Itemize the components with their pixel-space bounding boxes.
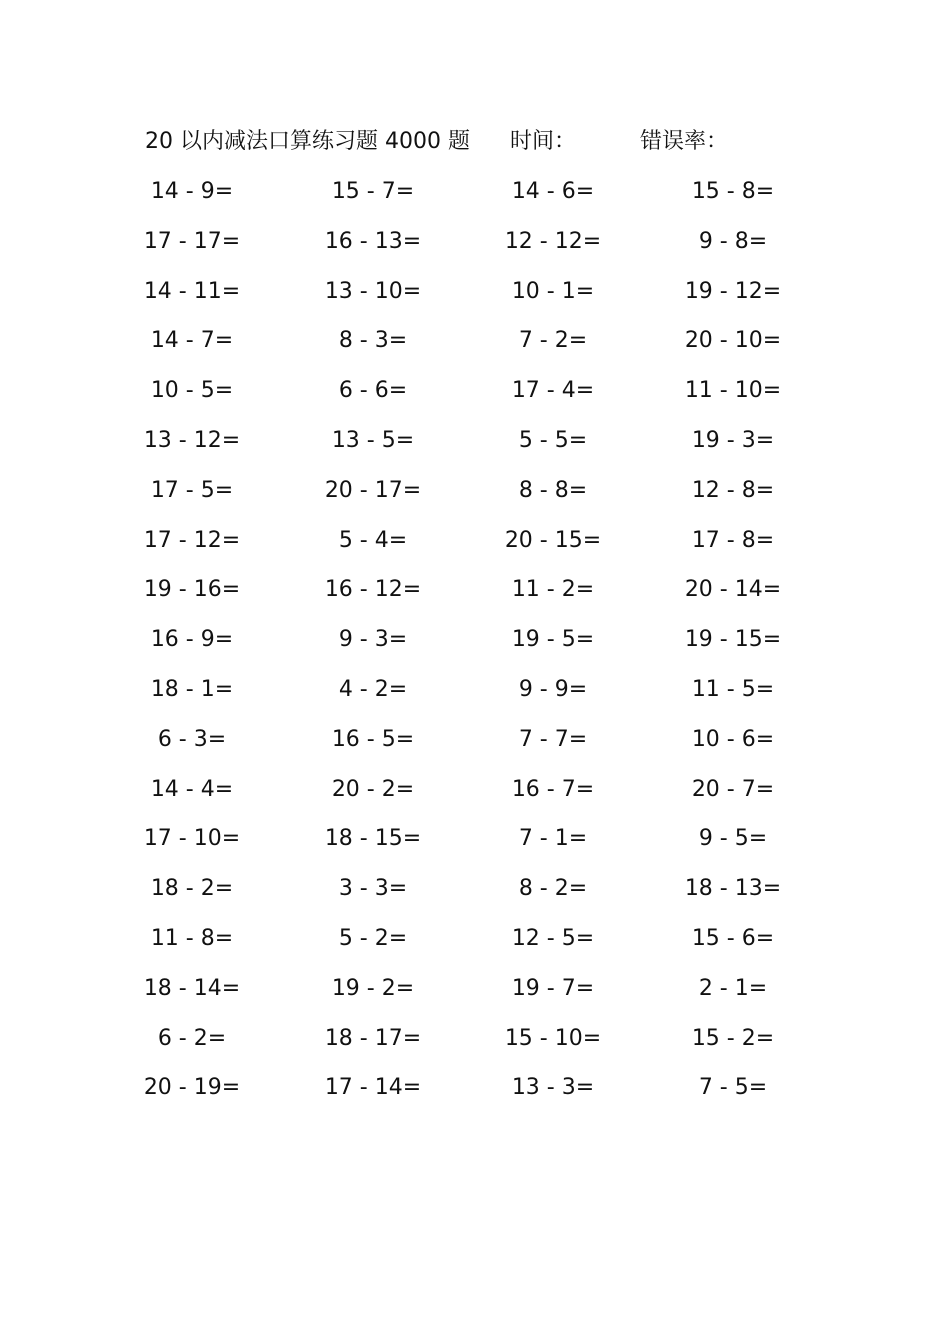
problem-item: 9 - 9= [518, 676, 588, 702]
problem-item: 20 - 10= [684, 328, 782, 354]
problem-item: 11 - 5= [691, 676, 775, 702]
problem-item: 8 - 8= [518, 477, 588, 503]
problem-item: 6 - 2= [157, 1025, 227, 1051]
problem-item: 15 - 7= [331, 179, 415, 204]
problem-item: 9 - 5= [698, 826, 768, 852]
problem-item: 17 - 8= [691, 527, 775, 553]
problem-row [0, 670, 950, 720]
problem-item: 8 - 2= [518, 876, 588, 902]
problem-item: 17 - 5= [150, 477, 234, 503]
problem-item: 12 - 5= [511, 925, 595, 951]
problem-item: 9 - 8= [698, 228, 768, 254]
problem-item: 6 - 3= [157, 726, 227, 752]
problem-item: 18 - 2= [150, 876, 234, 902]
problem-item: 11 - 2= [511, 577, 595, 603]
problem-item: 18 - 14= [143, 975, 241, 1001]
problem-item: 20 - 19= [143, 1075, 241, 1101]
problem-item: 15 - 8= [691, 179, 775, 204]
problem-item: 13 - 12= [143, 427, 241, 453]
problem-item: 15 - 10= [504, 1025, 602, 1051]
problem-item: 11 - 8= [150, 925, 234, 951]
problem-item: 19 - 5= [511, 627, 595, 653]
problem-item: 9 - 3= [338, 627, 408, 653]
problem-item: 8 - 3= [338, 328, 408, 354]
problem-row [0, 770, 950, 820]
worksheet-title: 20 以内减法口算练习题 4000 题 [145, 129, 470, 154]
problem-item: 6 - 6= [338, 378, 408, 404]
problem-row [0, 869, 950, 919]
problem-row [0, 620, 950, 670]
problem-row [0, 172, 950, 222]
problem-row [0, 720, 950, 770]
problem-item: 7 - 7= [518, 726, 588, 752]
problem-item: 14 - 4= [150, 776, 234, 802]
problem-item: 10 - 6= [691, 726, 775, 752]
problem-row [0, 819, 950, 869]
problem-item: 19 - 3= [691, 427, 775, 453]
problem-row [0, 222, 950, 272]
problem-item: 16 - 9= [150, 627, 234, 653]
problem-item: 13 - 10= [324, 278, 422, 304]
problem-item: 16 - 5= [331, 726, 415, 752]
error-rate-label: 错误率： [640, 129, 729, 154]
problem-item: 11 - 10= [684, 378, 782, 404]
problem-item: 16 - 13= [324, 228, 422, 254]
problem-item: 10 - 1= [511, 278, 595, 304]
problem-item: 15 - 6= [691, 925, 775, 951]
problem-item: 3 - 3= [338, 876, 408, 902]
problem-row [0, 1019, 950, 1069]
problem-item: 17 - 4= [511, 378, 595, 404]
problem-item: 18 - 15= [324, 826, 422, 852]
problem-row [0, 371, 950, 421]
problem-item: 7 - 1= [518, 826, 588, 852]
problem-item: 12 - 12= [504, 228, 602, 254]
problem-item: 2 - 1= [698, 975, 768, 1001]
problem-row [0, 570, 950, 620]
problem-item: 19 - 16= [143, 577, 241, 603]
problem-item: 7 - 2= [518, 328, 588, 354]
problem-item: 14 - 6= [511, 179, 595, 204]
problem-row [0, 321, 950, 371]
problem-item: 5 - 5= [518, 427, 588, 453]
time-label: 时间： [510, 129, 577, 154]
problem-item: 16 - 7= [511, 776, 595, 802]
problem-row [0, 421, 950, 471]
problem-item: 17 - 14= [324, 1075, 422, 1101]
problem-item: 16 - 12= [324, 577, 422, 603]
problem-item: 15 - 2= [691, 1025, 775, 1051]
problem-row [0, 969, 950, 1019]
problem-item: 13 - 5= [331, 427, 415, 453]
problem-item: 19 - 12= [684, 278, 782, 304]
problem-item: 13 - 3= [511, 1075, 595, 1101]
problem-row [0, 1068, 950, 1118]
problem-row [0, 272, 950, 322]
problem-item: 17 - 17= [143, 228, 241, 254]
problem-item: 14 - 7= [150, 328, 234, 354]
problem-item: 19 - 2= [331, 975, 415, 1001]
problem-item: 18 - 17= [324, 1025, 422, 1051]
problem-item: 17 - 12= [143, 527, 241, 553]
problem-item: 20 - 7= [691, 776, 775, 802]
problem-item: 14 - 9= [150, 179, 234, 204]
problem-item: 7 - 5= [698, 1075, 768, 1101]
problem-item: 20 - 2= [331, 776, 415, 802]
problem-item: 12 - 8= [691, 477, 775, 503]
problem-item: 4 - 2= [338, 676, 408, 702]
problem-item: 20 - 15= [504, 527, 602, 553]
problem-item: 5 - 4= [338, 527, 408, 553]
problem-grid [0, 172, 950, 1118]
problem-item: 5 - 2= [338, 925, 408, 951]
problem-item: 18 - 13= [684, 876, 782, 902]
problem-row [0, 471, 950, 521]
problem-row [0, 521, 950, 571]
problem-item: 18 - 1= [150, 676, 234, 702]
problem-row [0, 919, 950, 969]
worksheet-header [0, 124, 950, 160]
problem-item: 20 - 14= [684, 577, 782, 603]
problem-item: 19 - 7= [511, 975, 595, 1001]
problem-item: 14 - 11= [143, 278, 241, 304]
problem-item: 20 - 17= [324, 477, 422, 503]
problem-item: 19 - 15= [684, 627, 782, 653]
problem-item: 17 - 10= [143, 826, 241, 852]
problem-item: 10 - 5= [150, 378, 234, 404]
